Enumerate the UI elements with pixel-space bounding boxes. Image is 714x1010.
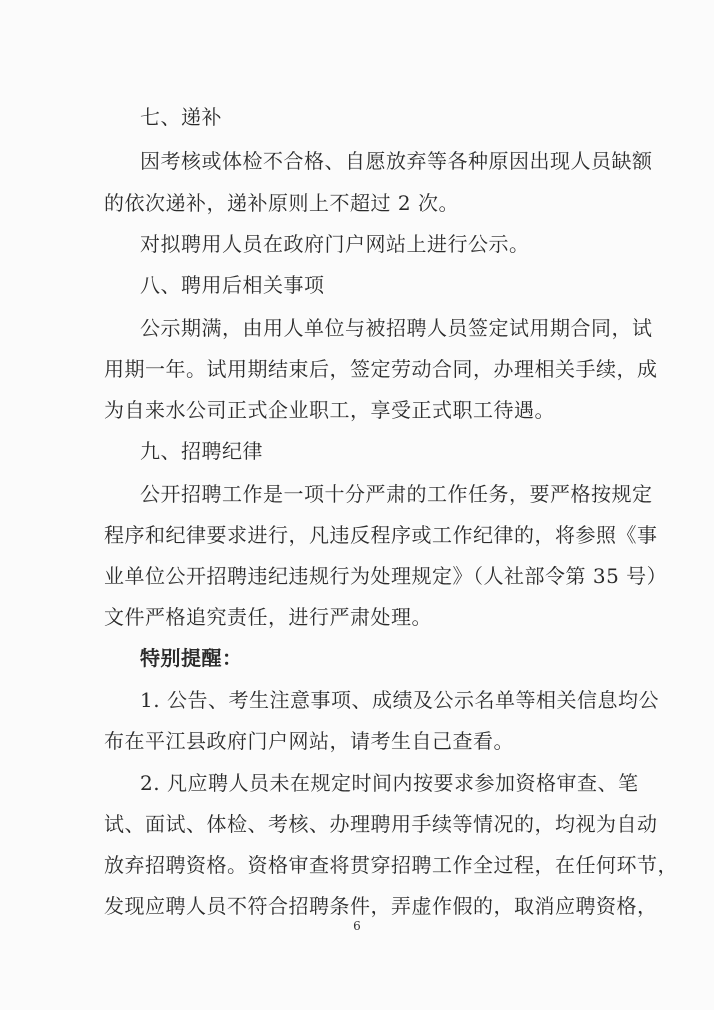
- reminder-item-2-line4: 发现应聘人员不符合招聘条件，弄虚作假的，取消应聘资格，: [104, 894, 658, 918]
- section-7-p1-line1: 因考核或体检不合格、自愿放弃等各种原因出现人员缺额: [140, 149, 653, 173]
- reminder-item-1-line2: 布在平江县政府门户网站，请考生自己查看。: [104, 729, 514, 753]
- section-9-p1-line3: 业单位公开招聘违纪违规行为处理规定》（人社部令第 35 号）: [104, 564, 668, 588]
- section-7-p2: 对拟聘用人员在政府门户网站上进行公示。: [140, 232, 530, 256]
- section-7-heading: 七、递补: [140, 105, 222, 129]
- page-number: 6: [353, 919, 361, 933]
- section-9-p1-line1: 公开招聘工作是一项十分严肃的工作任务，要严格按规定: [140, 482, 653, 506]
- section-8-p1-line3: 为自来水公司正式企业职工，享受正式职工待遇。: [104, 398, 555, 422]
- reminder-item-2-line1: 2. 凡应聘人员未在规定时间内按要求参加资格审查、笔: [140, 771, 639, 795]
- section-9-p1-line4: 文件严格追究责任，进行严肃处理。: [104, 605, 432, 629]
- section-8-p1-line2: 用期一年。试用期结束后，签定劳动合同，办理相关手续，成: [104, 357, 658, 381]
- reminder-item-2-line2: 试、面试、体检、考核、办理聘用手续等情况的，均视为自动: [104, 812, 658, 836]
- special-reminder-heading: 特别提醒：: [140, 646, 243, 670]
- section-8-p1-line1: 公示期满，由用人单位与被招聘人员签定试用期合同，试: [140, 316, 653, 340]
- section-8-heading: 八、聘用后相关事项: [140, 273, 325, 297]
- section-9-p1-line2: 程序和纪律要求进行，凡违反程序或工作纪律的，将参照《事: [104, 523, 658, 547]
- section-9-heading: 九、招聘纪律: [140, 439, 263, 463]
- reminder-item-2-line3: 放弃招聘资格。资格审查将贯穿招聘工作全过程，在任何环节，: [104, 853, 678, 877]
- reminder-item-1-line1: 1. 公告、考生注意事项、成绩及公示名单等相关信息均公: [140, 688, 659, 712]
- section-7-p1-line2: 的依次递补，递补原则上不超过 2 次。: [104, 191, 459, 215]
